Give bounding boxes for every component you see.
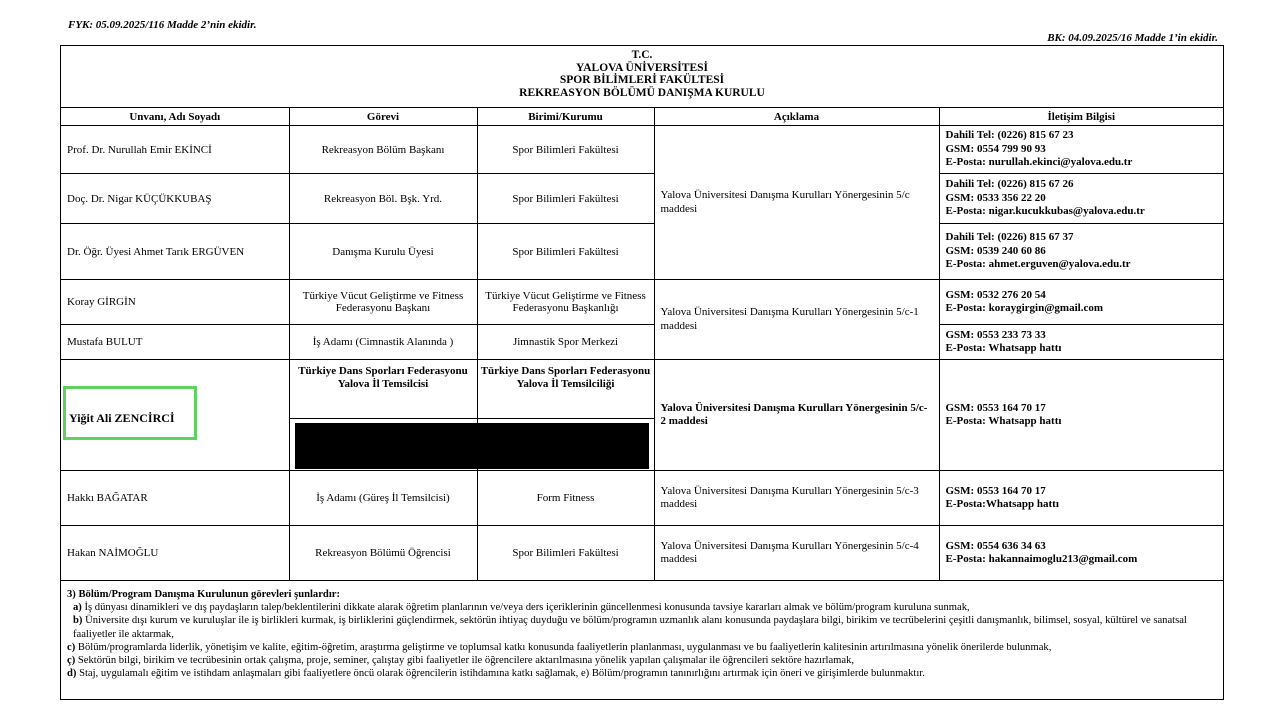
duties-section xyxy=(67,588,1217,680)
member-unit: Spor Bilimleri Fakültesi xyxy=(477,126,654,174)
cell-divider xyxy=(478,418,654,419)
title-line-university: YALOVA ÜNİVERSİTESİ xyxy=(576,61,708,74)
member-name: Doç. Dr. Nigar KÜÇÜKKUBAŞ xyxy=(61,174,289,224)
column-header-description: Açıklama xyxy=(654,108,939,126)
member-role: Danışma Kurulu Üyesi xyxy=(289,224,477,280)
contact-line: E-Posta: nurullah.ekinci@yalova.edu.tr xyxy=(945,156,1133,169)
member-name: Hakkı BAĞATAR xyxy=(61,471,289,526)
member-role: Rekreasyon Böl. Bşk. Yrd. xyxy=(289,174,477,224)
duty-item-b: b) Üniversite dışı kurum ve kuruluşlar ile iş birlikleri kurmak, iş birliklerini güçlendirmek, sektörün ihtiyaç duyduğu ve bölüm/programın uzmanlık alanı konusunda paydaşlara bilgi, birikim ve tecrübelerini çeşitli danışmanlık, bilimsel, sosyal, kültürel ve sanatsal faaliyetler ile aktarmak, xyxy=(73,615,1187,640)
member-contact xyxy=(939,325,1223,360)
cell-divider xyxy=(290,418,477,419)
title-line-tc: T.C. xyxy=(631,49,653,61)
member-role: Türkiye Vücut Geliştirme ve Fitness Federasyonu Başkanı xyxy=(289,280,477,325)
member-name: Yiğit Ali ZENCİRCİ xyxy=(69,411,175,425)
duty-item-d: d) Staj, uygulamalı eğitim ve istihdam anlaşmaları gibi faaliyetlere öncü olarak öğrencilerin istihdamına katkı sağlamak, e) Bölüm/programın tanınırlığını artırmak için öneri ve girişimlerde bulunmaktır. xyxy=(67,668,925,680)
column-header-role: Görevi xyxy=(289,108,477,126)
table-row xyxy=(61,224,1223,280)
member-role: Rekreasyon Bölüm Başkanı xyxy=(289,126,477,174)
table-row xyxy=(61,280,1223,325)
table-row xyxy=(61,526,1223,581)
document-title xyxy=(61,46,1223,108)
document-frame xyxy=(60,45,1224,700)
contact-line: Dahili Tel: (0226) 815 67 23 xyxy=(945,129,1074,142)
approval-note-right: BK: 04.09.2025/16 Madde 1’in ekidir. xyxy=(1047,32,1218,44)
contact-line: E-Posta: Whatsapp hattı xyxy=(945,415,1062,427)
member-name: Dr. Öğr. Üyesi Ahmet Tarık ERGÜVEN xyxy=(61,224,289,280)
member-contact xyxy=(939,471,1223,526)
member-contact xyxy=(939,360,1223,471)
contact-line: GSM: 0532 276 20 54 xyxy=(945,288,1046,301)
column-header-unit: Birimi/Kurumu xyxy=(477,108,654,126)
contact-line: E-Posta:Whatsapp hattı xyxy=(945,498,1059,510)
member-contact xyxy=(939,224,1223,280)
contact-line: E-Posta: koraygirgin@gmail.com xyxy=(945,302,1103,314)
contact-line: E-Posta: nigar.kucukkubas@yalova.edu.tr xyxy=(945,205,1145,218)
contact-line: Dahili Tel: (0226) 815 67 37 xyxy=(945,231,1074,244)
member-description: Yalova Üniversitesi Danışma Kurulları Yönergesinin 5/c-4 maddesi xyxy=(654,526,939,581)
member-description: Yalova Üniversitesi Danışma Kurulları Yönergesinin 5/c maddesi xyxy=(654,126,939,280)
contact-line: GSM: 0533 356 22 20 xyxy=(945,191,1046,204)
duty-item-cc: ç) Sektörün bilgi, birikim ve tecrübesinin ortak çalışma, proje, seminer, çalıştay gibi faaliyetler ile öğrencilere aktarılmasına yönelik yapılan çalışmalar ile öğrencileri sektöre hazırlamak, xyxy=(67,655,855,667)
member-unit: Türkiye Dans Sporları Federasyonu Yalova İl Temsilciliği xyxy=(480,365,651,390)
table-row xyxy=(61,471,1223,526)
contact-line: GSM: 0554 799 90 93 xyxy=(945,142,1046,155)
contact-line: E-Posta: ahmet.erguven@yalova.edu.tr xyxy=(945,258,1131,271)
member-contact xyxy=(939,526,1223,581)
member-role: İş Adamı (Cimnastik Alanında ) xyxy=(289,325,477,360)
contact-line: GSM: 0553 233 73 33 xyxy=(945,328,1046,341)
member-contact xyxy=(939,174,1223,224)
contact-line: E-Posta: hakannaimoglu213@gmail.com xyxy=(945,553,1138,565)
contact-line: GSM: 0554 636 34 63 xyxy=(945,539,1046,552)
member-description: Yalova Üniversitesi Danışma Kurulları Yönergesinin 5/c-1 maddesi xyxy=(654,280,939,360)
member-name: Prof. Dr. Nurullah Emir EKİNCİ xyxy=(61,126,289,174)
redaction-block xyxy=(295,423,649,469)
advisory-board-table xyxy=(61,108,1223,581)
duty-item-a: a) İş dünyası dinamikleri ve dış paydaşların talep/beklentilerini dikkate alarak öğretim planlarının ve/veya ders içeriklerinin güncellenmesi konusunda tavsiye kararları almak ve bölüm/program kuruluna sunmak, xyxy=(73,602,970,614)
member-description: Yalova Üniversitesi Danışma Kurulları Yönergesinin 5/c-3 maddesi xyxy=(654,471,939,526)
contact-line: Dahili Tel: (0226) 815 67 26 xyxy=(945,178,1074,191)
contact-line: E-Posta: Whatsapp hattı xyxy=(945,342,1062,354)
contact-line: GSM: 0553 164 70 17 xyxy=(945,484,1046,497)
member-role: İş Adamı (Güreş İl Temsilcisi) xyxy=(289,471,477,526)
member-name-cell xyxy=(61,360,289,471)
member-name: Hakan NAİMOĞLU xyxy=(61,526,289,581)
table-row xyxy=(61,325,1223,360)
member-unit: Spor Bilimleri Fakültesi xyxy=(477,526,654,581)
member-unit: Türkiye Vücut Geliştirme ve Fitness Federasyonu Başkanlığı xyxy=(477,280,654,325)
title-line-board: REKREASYON BÖLÜMÜ DANIŞMA KURULU xyxy=(519,86,765,99)
duty-item-c: c) Bölüm/programlarda liderlik, yönetişim ve kalite, eğitim-öğretim, araştırma geliştirme ve toplumsal katkı konusunda faaliyetlerin planlanması, uygulanması ve bu faaliyetlerin kalitesinin artırılmasına yönelik önerilerde bulunmak, xyxy=(67,641,1052,653)
table-header-row xyxy=(61,108,1223,126)
member-name: Koray GİRGİN xyxy=(61,280,289,325)
member-role: Türkiye Dans Sporları Federasyonu Yalova İl Temsilcisi xyxy=(298,365,468,390)
member-unit: Form Fitness xyxy=(477,471,654,526)
table-row xyxy=(61,126,1223,174)
column-header-name: Unvanı, Adı Soyadı xyxy=(61,108,289,126)
member-contact xyxy=(939,126,1223,174)
member-role: Rekreasyon Bölümü Öğrencisi xyxy=(289,526,477,581)
member-unit: Spor Bilimleri Fakültesi xyxy=(477,224,654,280)
member-name: Mustafa BULUT xyxy=(61,325,289,360)
member-unit: Jimnastik Spor Merkezi xyxy=(477,325,654,360)
contact-line: GSM: 0539 240 60 86 xyxy=(945,244,1046,257)
approval-note-left: FYK: 05.09.2025/116 Madde 2’nin ekidir. xyxy=(68,19,257,31)
table-row xyxy=(61,174,1223,224)
member-unit: Spor Bilimleri Fakültesi xyxy=(477,174,654,224)
column-header-contact: İletişim Bilgisi xyxy=(939,108,1223,126)
member-description: Yalova Üniversitesi Danışma Kurulları Yönergesinin 5/c-2 maddesi xyxy=(654,360,939,471)
duties-heading: 3) Bölüm/Program Danışma Kurulunun görevleri şunlardır: xyxy=(67,589,341,600)
member-contact xyxy=(939,280,1223,325)
contact-line: GSM: 0553 164 70 17 xyxy=(945,401,1046,414)
title-line-faculty: SPOR BİLİMLERİ FAKÜLTESİ xyxy=(559,74,725,87)
